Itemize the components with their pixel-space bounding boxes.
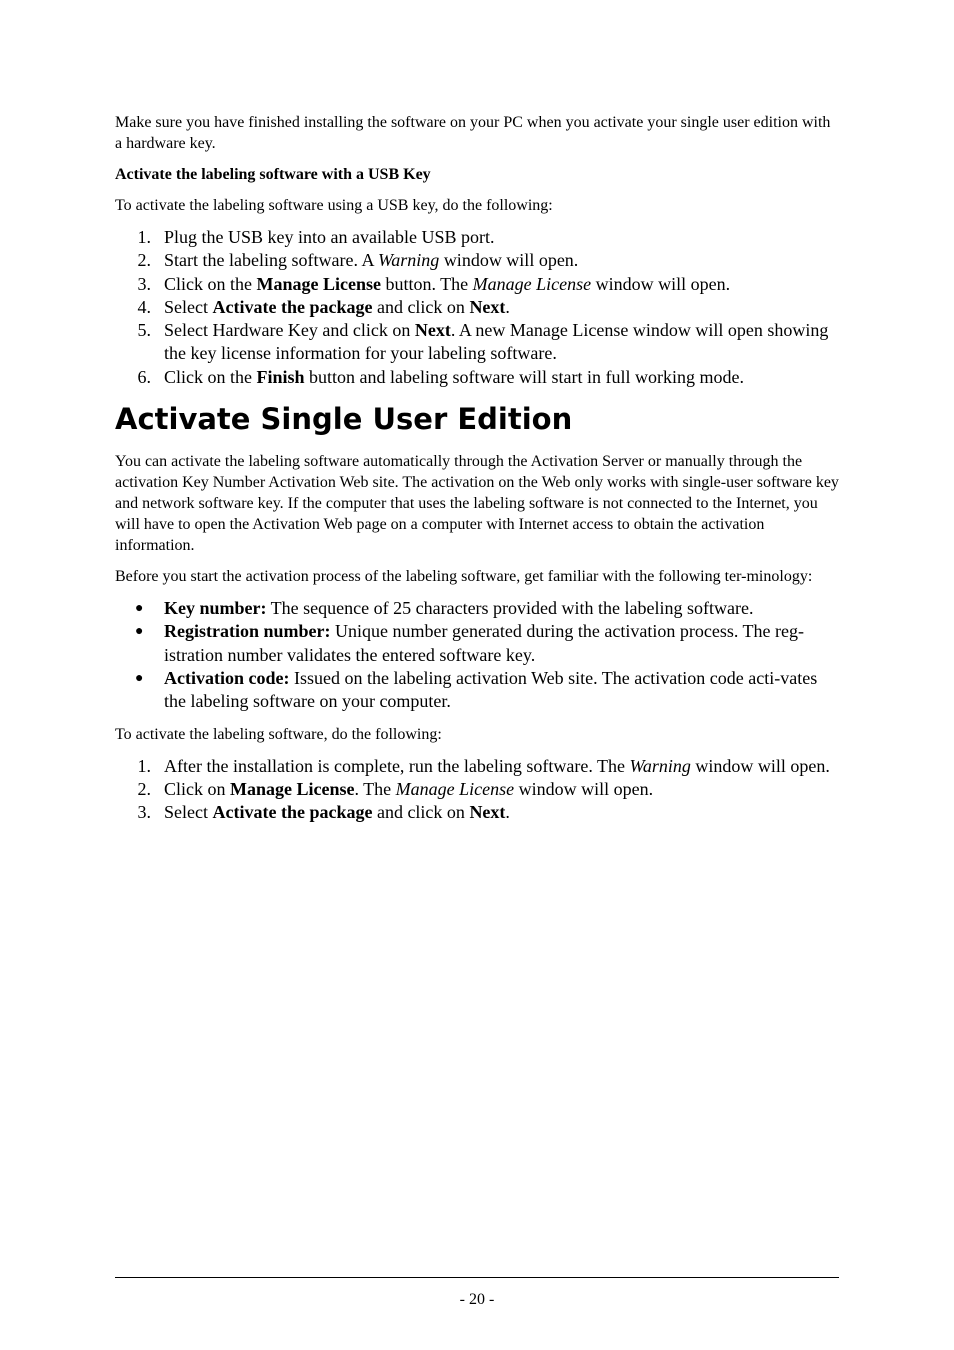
section-title: Activate Single User Edition [115,402,573,437]
intro-paragraph: Make sure you have finished installing the software on your PC when you activate your single user edition with a hardware key. [115,114,831,152]
page-number: - 20 - [459,1291,495,1308]
document-page [115,112,839,834]
list-item: 3. Click on the Manage License button. The Manage License window will open. [137,273,731,294]
usb-lead: To activate the labeling software using a USB key, do the following: [115,197,553,214]
usb-steps-list [115,226,839,389]
terminology-list [115,597,839,713]
list-item: 5. Select Hardware Key and click on Next. A new Manage License window will open showing the key license information for your labeling software. [137,320,829,364]
list-item: 1. After the installation is complete, run the labeling software. The Warning window will open. [137,755,830,776]
section-paragraph-1: You can activate the labeling software automatically through the Activation Server or manually through the activation Key Number Activation Web site. The activation on the Web only works with single-user software key and network software key. If the computer that uses the labeling software is not connected to the Internet, you will have to open the Activation Web page on a computer with Internet access to obtain the activation information. [115,453,839,555]
bullet-icon: ● [135,601,144,617]
list-item: ● Registration number: Unique number generated during the activation process. The reg-istration number validates the entered software key. [135,621,804,665]
list-item: 3. Select Activate the package and click on Next. [137,802,510,823]
list-item: ● Key number: The sequence of 25 characters provided with the labeling software. [115,597,839,620]
bullet-icon: ● [135,670,144,686]
footer-divider [115,1277,839,1278]
list-item: 2. Click on Manage License. The Manage License window will open. [137,778,654,799]
list-item: 6. Click on the Finish button and labeling software will start in full working mode. [137,366,744,387]
section-lead-2: To activate the labeling software, do the following: [115,725,442,743]
list-item: 1. Plug the USB key into an available USB port. [137,227,495,247]
activation-steps-list [115,755,839,825]
list-item: 4. Select Activate the package and click on Next. [137,296,510,317]
list-item: ● Activation code: Issued on the labeling activation Web site. The activation code acti-vates the labeling software on your computer. [135,667,818,712]
usb-heading: Activate the labeling software with a USB Key [115,166,431,183]
list-item: 2. Start the labeling software. A Warning window will open. [137,250,579,271]
bullet-icon: ● [135,624,144,640]
section-paragraph-2: Before you start the activation process of the labeling software, get familiar with the following ter-minology: [115,568,813,586]
